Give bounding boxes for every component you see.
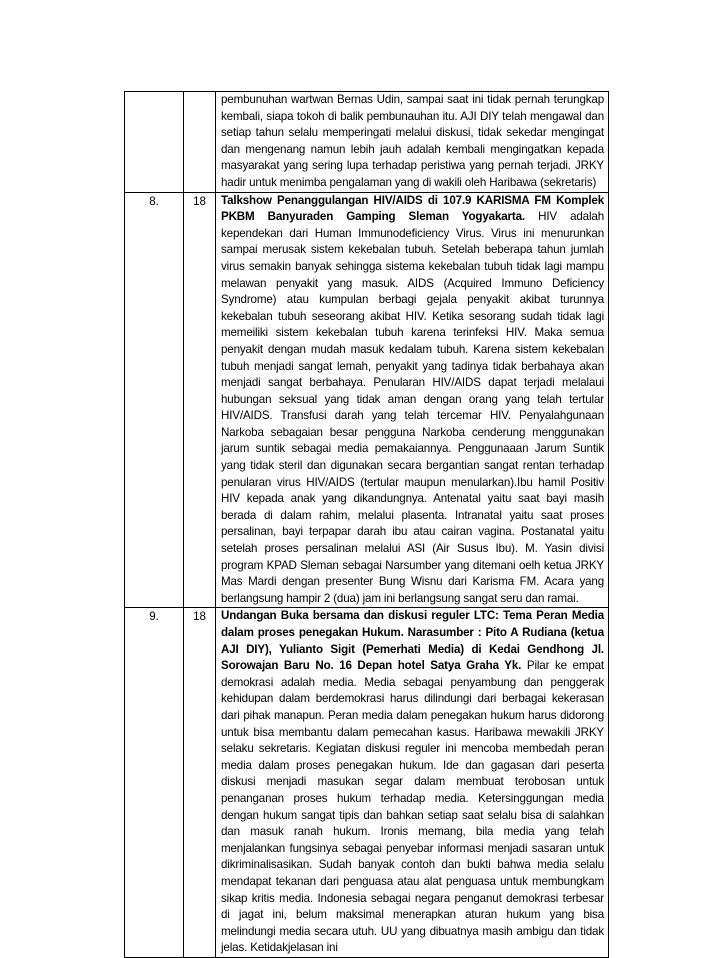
row-date: 18 xyxy=(184,192,216,608)
row-number: 9. xyxy=(125,608,184,957)
activity-table xyxy=(124,91,609,958)
row-number xyxy=(125,92,184,193)
row-number: 8. xyxy=(125,192,184,608)
row-date: 18 xyxy=(184,608,216,957)
row-description xyxy=(216,92,609,193)
row-body-text: pembunuhan wartwan Bernas Udin, sampai saat ini tidak pernah terungkap kembali, siapa tokoh di balik pembunauhan itu. AJI DIY telah mengawal dan setiap tahun selalu memperingati melalui diskusi, tidak sekedar mengingat dan mengenang namun lebih jauh adalah kembali mengingatkan kepada masyarakat yang sering lupa terhadap peristiwa yang pernah terjadi. JRKY hadir untuk menimba pengalaman yang di wakili oleh Haribawa (sekretaris) xyxy=(221,93,604,189)
row-date xyxy=(184,92,216,193)
row-title: Undangan Buka bersama dan diskusi reguler LTC: Tema Peran Media dalam proses penegakan Hukum. Narasumber : Pito A Rudiana (ketua AJI DIY), Yulianto Sigit (Pemerhati Media) di Kedai Gendhong Jl. Sorowajan Baru No. 16 Depan hotel Satya Graha Yk. xyxy=(221,609,604,673)
row-description xyxy=(216,192,609,608)
table-row xyxy=(125,608,609,957)
row-body-text: HIV adalah kependekan dari Human Immunodeficiency Virus. Virus ini menurunkan sampai merusak sistem kekebalan tubuh. Setelah beberapa tahun jumlah virus semakin banyak sehingga sistema kekebalan tubuh tidak lagi mampu melawan penyakit yang masuk. AIDS (Acquired Immuno Deficiency Syndrome) atau kumpulan berbagi gejala penyakit akibat turunnya kekebalan tubuh seseorang akibat HIV. Ketika sesorang sudah tidak lagi memeiliki sistem kekebalan tubuh karena terinfeksi HIV. Maka semua penyakit dengan mudah masuk kedalam tubuh. Karena sistem kekebalan tubuh menjadi sangat lemah, penyakit yang tadinya tidak berbahaya akan menjadi sangat berbahaya. Penularan HIV/AIDS dapat terjadi melalaui hubungan seksual yang tidak aman dengan orang yang telah tertular HIV/AIDS. Transfusi darah yang telah tercemar HIV. Penyalahgunaan Narkoba sebagaian besar pengguna Narkoba cenderung menggunakan jarum suntik sebagai media pemakaiannya. Penggunaaan Jarum Suntik yang tidak steril dan digunakan secara bergantian sangat rentan terhadap penularan virus HIV/AIDS (tertular maupun menularkan).Ibu hamil Positiv HIV kepada anak yang dikandungnya. Antenatal yaitu saat bayi masih berada di dalam rahim, melalui plasenta. Intranatal yaitu saat proses persalinan, bayi terpapar darah ibu atau cairan vagina. Postanatal yaitu setelah proses persalinan melalui ASI (Air Susus Ibu). M. Yasin divisi program KPAD Sleman sebagai Narsumber yang ditemani oelh ketua JRKY Mas Mardi dengan presenter Bung Wisnu dari Karisma FM. Acara yang berlangsung hampir 2 (dua) jam ini berlangsung sangat seru dan ramai. xyxy=(221,210,604,605)
row-description xyxy=(216,608,609,957)
row-title: Talkshow Penanggulangan HIV/AIDS di 107.9 KARISMA FM Komplek PKBM Banyuraden Gamping Sleman Yogyakarta. xyxy=(221,193,604,224)
table-row xyxy=(125,192,609,608)
table-row xyxy=(125,92,609,193)
row-body-text: Pilar ke empat demokrasi adalah media. Media sebagai penyambung dan penggerak kehidupan dalam berdemokrasi harus dilindungi dari berbagai kekerasan dari pihak manapun. Peran media dalam penegakan hukum harus didorong untuk bisa membantu dalam pemecahan kasus. Haribawa mewakili JRKY selaku sekretaris. Kegiatan diskusi reguler ini mencoba membedah peran media dalam proses penegakan hukum. Ide dan gagasan dari peserta diskusi menjadi masukan segar dalam membuat terobosan untuk penanganan proses hukum terhadap media. Ketersinggungan media dengan hukum sangat tipis dan bahkan setiap saat selalu bisa di salahkan dan masuk ranah hukum. Ironis memang, bila media yang telah menjalankan fungsinya sebagai penyebar informasi menjadi sasaran untuk dikriminalisasikan. Sudah banyak contoh dan bukti bahwa media selalu mendapat tekanan dari penguasa atau alat penguasa untuk membungkam sikap kritis media. Indonesia sebagai negara penganut demokrasi terbesar di jagat ini, belum maksimal menerapkan aturan hukum yang bisa melindungi media secara utuh. UU yang dibuatnya masih ambigu dan tidak jelas. Ketidakjelasan ini xyxy=(221,659,604,955)
